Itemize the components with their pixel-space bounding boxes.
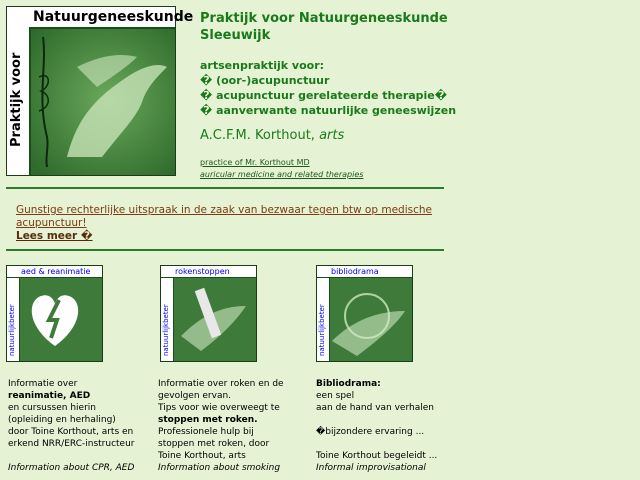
card-band-left-label: natuurlijkbeter	[8, 304, 16, 356]
smoking-card-image[interactable]	[160, 265, 257, 362]
card-band-left	[7, 278, 20, 361]
card-band-left	[161, 278, 174, 361]
bibliodrama-card-text	[316, 378, 456, 474]
card-band-top-label: bibliodrama	[331, 267, 379, 276]
card-band-top-label: rokenstoppen	[175, 267, 230, 276]
card-line: Informatie over roken en de	[158, 379, 284, 389]
card-english: Informal improvisational	[316, 463, 426, 473]
card-line: door Toine Korthout, arts en	[8, 427, 134, 437]
smoking-card-text	[158, 378, 298, 474]
english-line-2: auricular medicine and related therapies	[200, 170, 364, 179]
english-line-1: practice of Mr. Korthout MD	[200, 158, 310, 167]
card-line: reanimatie, AED	[8, 391, 91, 401]
card-band-left-label: natuurlijkbeter	[162, 304, 170, 356]
heart-defibrillator-icon	[7, 266, 102, 361]
news-block	[16, 204, 436, 243]
divider-bottom	[6, 249, 444, 251]
card-line	[316, 438, 456, 450]
card-line: Tips voor wie overweegt te	[158, 403, 280, 413]
card-english: Information about smoking	[158, 463, 281, 473]
logo-title-band	[7, 7, 194, 29]
practice-intro: artsenpraktijk voor:	[200, 59, 325, 72]
card-english: Information about CPR, AED	[8, 463, 135, 473]
heading-line-1: Praktijk voor Natuurgeneeskunde	[200, 11, 448, 26]
practice-item: � aanverwante natuurlijke geneeswijzen	[200, 104, 457, 117]
hands-illustration	[7, 7, 175, 175]
news-link[interactable]: Gunstige rechterlijke uitspraak in de zaak van bezwaar tegen btw op medische acupunctuur!	[16, 204, 432, 229]
card-band-top	[7, 266, 102, 278]
divider-top	[6, 187, 444, 189]
logo-title: Natuurgeneeskunde	[33, 9, 194, 25]
card-line: Professionele hulp bij	[158, 427, 254, 437]
card-line: Toine Korthout begeleidt ...	[316, 451, 438, 461]
card-line: Toine Korthout, arts	[158, 451, 246, 461]
card-line: gevolgen ervan.	[158, 391, 232, 401]
cigarette-icon	[161, 266, 256, 361]
bibliodrama-card-image[interactable]	[316, 265, 413, 362]
practitioner-title: arts	[319, 128, 345, 143]
card-line: stoppen met roken.	[158, 415, 258, 425]
english-subline	[200, 157, 363, 181]
card-band-top	[161, 266, 256, 278]
card-line: stoppen met roken, door	[158, 439, 270, 449]
aed-card-image[interactable]	[6, 265, 103, 362]
logo-vertical-text: Praktijk voor	[9, 52, 24, 147]
card-line: erkend NRR/ERC-instructeur	[8, 439, 135, 449]
aed-card-text	[8, 378, 148, 474]
card-line: een spel	[316, 391, 355, 401]
card-line	[316, 414, 456, 426]
card-band-top-label: aed & reanimatie	[21, 267, 91, 276]
heading-line-2: Sleeuwijk	[200, 28, 271, 43]
card-line: (opleiding en herhaling)	[8, 415, 116, 425]
read-more-link[interactable]: Lees meer �	[16, 230, 93, 242]
card-line: en cursussen hierin	[8, 403, 96, 413]
practice-item: � acupunctuur gerelateerde therapie�	[200, 89, 448, 102]
card-line: Informatie over	[8, 379, 78, 389]
practitioner-name	[200, 128, 344, 144]
logo-vertical-band	[7, 27, 31, 175]
card-band-left-label: natuurlijkbeter	[318, 304, 326, 356]
practice-list	[200, 58, 456, 118]
card-line: �bijzondere ervaring ...	[316, 427, 425, 437]
card-line: aan de hand van verhalen	[316, 403, 434, 413]
practitioner-name-main: A.C.F.M. Korthout,	[200, 128, 320, 143]
book-hands-icon	[317, 266, 412, 361]
card-band-left	[317, 278, 330, 361]
practice-item: � (oor-)acupunctuur	[200, 74, 330, 87]
page-heading	[200, 10, 448, 44]
card-line: Bibliodrama:	[316, 379, 381, 389]
logo-image	[6, 6, 194, 176]
card-band-top	[317, 266, 412, 278]
